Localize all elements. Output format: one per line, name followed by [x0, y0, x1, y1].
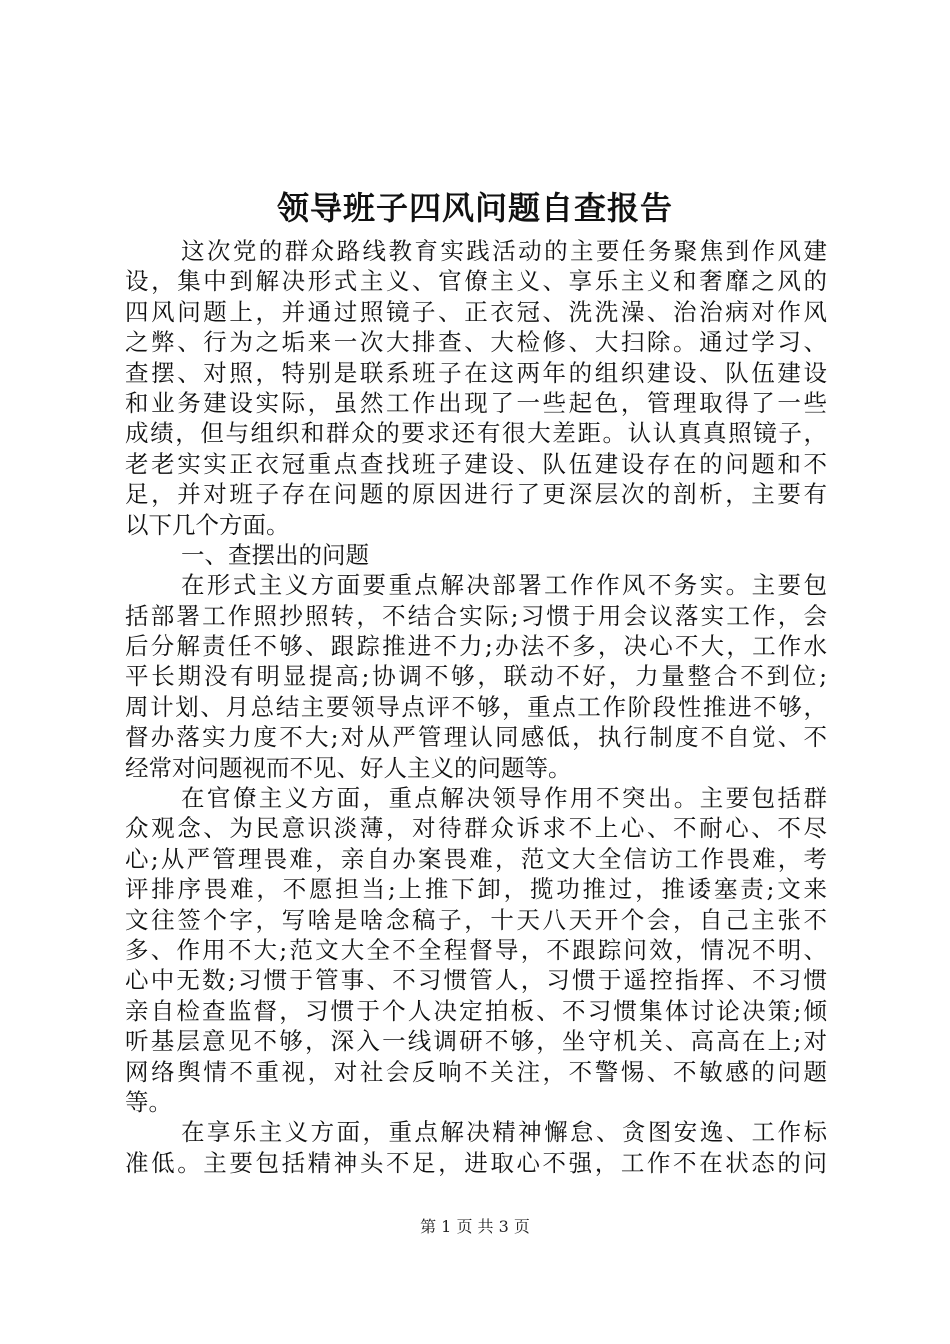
text-line: 足，并对班子存在问题的原因进行了更深层次的剖析，主要有: [125, 480, 827, 509]
text-line: 和业务建设实际，虽然工作出现了一些起色，管理取得了一些: [125, 388, 827, 417]
text-line: 亲自检查监督，习惯于个人决定拍板、不习惯集体讨论决策;倾: [125, 996, 827, 1025]
text-line: 督办落实力度不大;对从严管理认同感低，执行制度不自觉、不: [125, 723, 827, 752]
text-line: 经常对问题视而不见、好人主义的问题等。: [125, 753, 572, 782]
text-line: 一、查摆出的问题: [181, 540, 369, 569]
text-line: 成绩，但与组织和群众的要求还有很大差距。认认真真照镜子，: [125, 419, 827, 448]
text-line: 等。: [125, 1087, 172, 1116]
document-title: 领导班子四风问题自查报告: [276, 189, 673, 227]
text-line: 括部署工作照抄照转，不结合实际;习惯于用会议落实工作，会: [125, 601, 827, 630]
text-line: 设，集中到解决形式主义、官僚主义、享乐主义和奢靡之风的: [125, 267, 827, 296]
text-line: 查摆、对照，特别是联系班子在这两年的组织建设、队伍建设: [125, 358, 827, 387]
text-line: 在享乐主义方面，重点解决精神懈怠、贪图安逸、工作标: [181, 1118, 827, 1147]
text-line: 老老实实正衣冠重点查找班子建设、队伍建设存在的问题和不: [125, 449, 827, 478]
text-line: 之弊、行为之垢来一次大排查、大检修、大扫除。通过学习、: [125, 328, 827, 357]
page-footer: 第 1 页 共 3 页: [420, 1217, 530, 1236]
text-line: 平长期没有明显提高;协调不够，联动不好，力量整合不到位;: [125, 662, 827, 691]
text-line: 听基层意见不够，深入一线调研不够，坐守机关、高高在上;对: [125, 1027, 827, 1056]
document-body: [125, 236, 827, 1178]
text-line: 心;从严管理畏难，亲自办案畏难，范文大全信访工作畏难，考: [125, 844, 827, 873]
text-line: 后分解责任不够、跟踪推进不力;办法不多，决心不大，工作水: [125, 632, 827, 661]
text-line: 心中无数;习惯于管事、不习惯管人，习惯于遥控指挥、不习惯: [125, 966, 827, 995]
text-line: 多、作用不大;范文大全不全程督导，不跟踪问效，情况不明、: [125, 935, 827, 964]
text-line: 众观念、为民意识淡薄，对待群众诉求不上心、不耐心、不尽: [125, 814, 827, 843]
text-line: 这次党的群众路线教育实践活动的主要任务聚焦到作风建: [181, 237, 827, 265]
text-line: 网络舆情不重视，对社会反响不关注，不警惕、不敏感的问题: [125, 1057, 827, 1086]
text-line: 文往签个字，写啥是啥念稿子，十天八天开个会，自己主张不: [125, 905, 827, 934]
text-line: 在官僚主义方面，重点解决领导作用不突出。主要包括群: [181, 784, 827, 813]
text-line: 在形式主义方面要重点解决部署工作作风不务实。主要包: [181, 571, 827, 600]
text-line: 以下几个方面。: [125, 510, 290, 539]
text-line: 周计划、月总结主要领导点评不够，重点工作阶段性推进不够，: [125, 692, 827, 721]
text-line: 四风问题上，并通过照镜子、正衣冠、洗洗澡、治治病对作风: [125, 297, 827, 326]
text-line: 评排序畏难，不愿担当;上推下卸，揽功推过，推诿塞责;文来: [125, 875, 827, 904]
text-line: 准低。主要包括精神头不足，进取心不强，工作不在状态的问: [125, 1148, 827, 1177]
